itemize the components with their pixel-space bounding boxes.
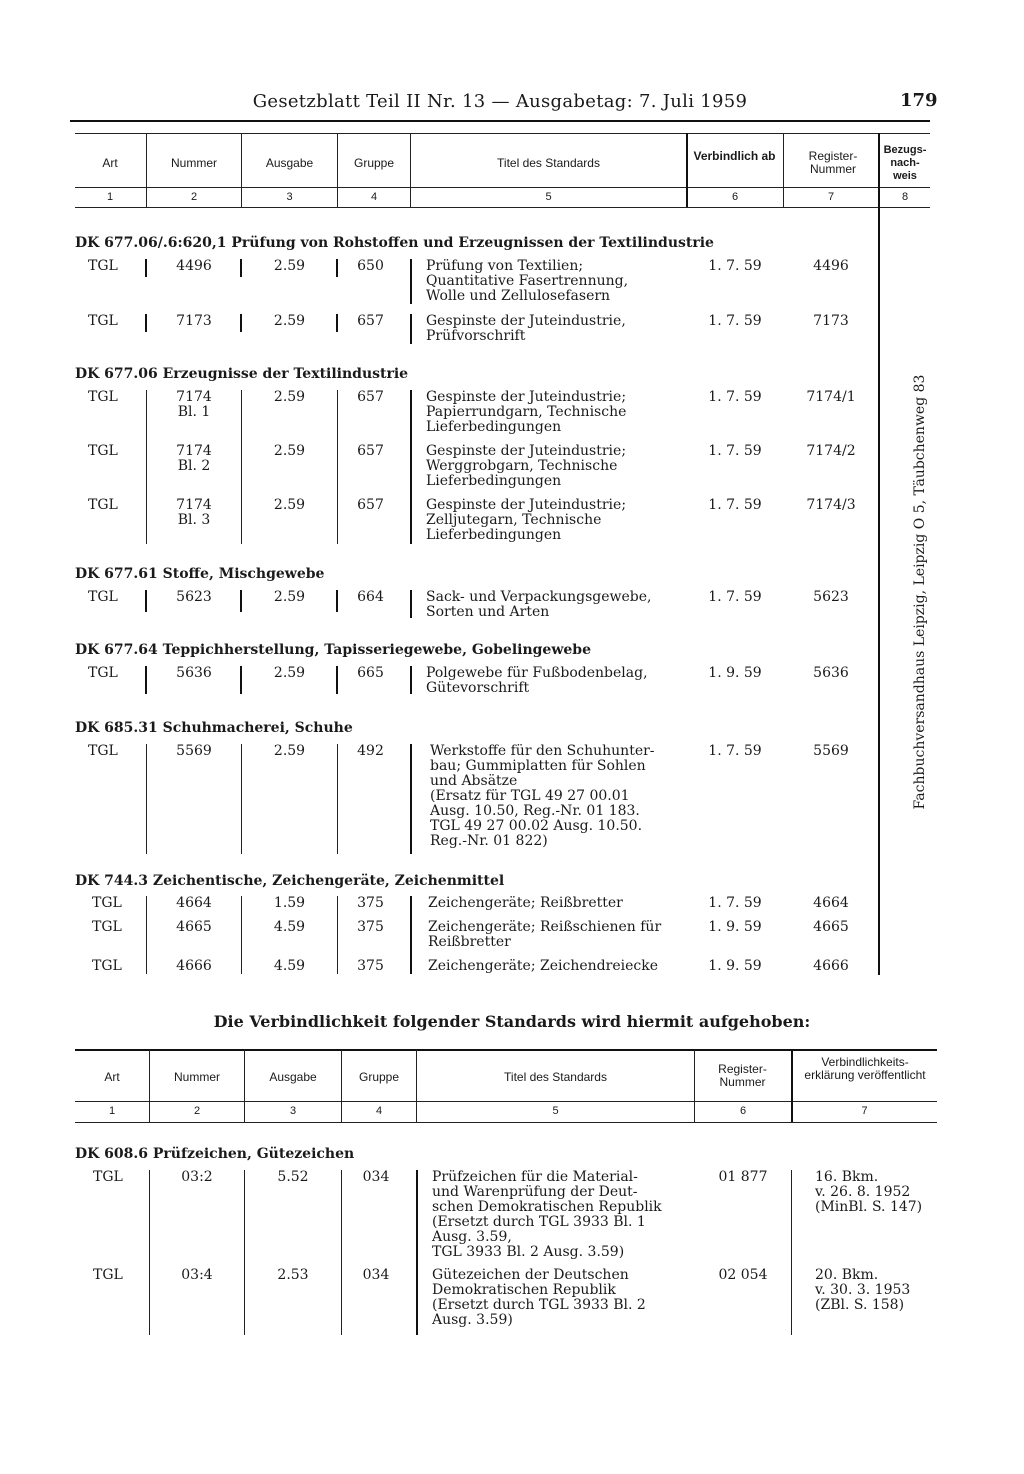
section-heading: DK 677.61 Stoffe, Mischgewebe xyxy=(75,566,325,582)
cell-ausgabe: 2.59 xyxy=(273,389,306,405)
cell-gruppe: 665 xyxy=(357,665,384,681)
section-col-line xyxy=(241,390,242,544)
cell-nummer: 7174 Bl. 2 xyxy=(176,443,212,474)
section-heading: DK 685.31 Schuhmacherei, Schuhe xyxy=(75,720,353,736)
cell-titel: Gespinste der Juteindustrie; Zelljutegarn, Technische Lieferbedingungen xyxy=(426,497,627,543)
cell-nummer: 03:2 xyxy=(181,1169,213,1185)
cell-register: 5636 xyxy=(813,665,849,681)
t1-col-art: Art xyxy=(102,156,118,170)
t2-colnum: 2 xyxy=(193,1105,201,1117)
cell-register: 4496 xyxy=(813,258,849,274)
cell-art: TGL xyxy=(88,497,118,513)
t1-col-verbindlich: Verbindlich ab xyxy=(693,149,776,163)
t1-colnum: 5 xyxy=(545,191,552,203)
cell-ausgabe: 2.59 xyxy=(273,589,306,605)
cell-verbindlich: 1. 7. 59 xyxy=(708,497,762,513)
cell-gruppe: 657 xyxy=(357,313,384,329)
cell-register: 4665 xyxy=(813,919,849,935)
t1-col-ausgabe: Ausgabe xyxy=(265,156,314,170)
t1-colnum: 1 xyxy=(106,191,114,203)
section-col-bar xyxy=(410,896,412,974)
cell-art: TGL xyxy=(92,919,122,935)
cell-art: TGL xyxy=(92,895,122,911)
t1-colnum: 6 xyxy=(731,191,739,203)
t1-colnum: 4 xyxy=(370,191,378,203)
cell-veroeffentlicht: 16. Bkm. v. 26. 8. 1952 (MinBl. S. 147) xyxy=(815,1169,923,1215)
cell-verbindlich: 1. 9. 59 xyxy=(708,665,762,681)
section-col-line xyxy=(149,1170,150,1335)
table2-top-rule xyxy=(75,1049,937,1051)
cell-art: TGL xyxy=(88,743,118,759)
cell-nummer: 03:4 xyxy=(181,1267,213,1283)
row-bar xyxy=(410,666,412,694)
cell-nummer: 5623 xyxy=(176,589,212,605)
cell-register: 7174/3 xyxy=(806,497,856,513)
cell-titel: Gespinste der Juteindustrie; Werggrobgarn, Technische Lieferbedingungen xyxy=(426,443,627,489)
cell-ausgabe: 1.59 xyxy=(273,895,306,911)
cell-ausgabe: 2.59 xyxy=(273,313,306,329)
table1-side-sep xyxy=(878,133,880,975)
page-header-title: Gesetzblatt Teil II Nr. 13 — Ausgabetag: 7. Juli 1959 xyxy=(252,91,748,112)
cell-gruppe: 650 xyxy=(357,258,384,274)
cell-art: TGL xyxy=(88,389,118,405)
cell-register: 5623 xyxy=(813,589,849,605)
cell-titel: Gespinste der Juteindustrie; Papierrundgarn, Technische Lieferbedingungen xyxy=(426,389,627,435)
side-note-publisher: Fachbuchversandhaus Leipzig, Leipzig O 5, Täubchenweg 83 xyxy=(912,374,928,810)
t2-colnum: 5 xyxy=(552,1105,559,1117)
cell-art: TGL xyxy=(93,1169,123,1185)
cell-nummer: 7173 xyxy=(176,313,212,329)
cell-titel: Prüfzeichen für die Material- und Warenprüfung der Deut- schen Demokratischen Republik (Ersetzt durch TGL 3933 Bl. 1 Ausg. 3.59, TGL 3933 Bl. 2 Ausg. 3.59) xyxy=(432,1169,662,1260)
cell-veroeffentlicht: 20. Bkm. v. 30. 3. 1953 (ZBl. S. 158) xyxy=(815,1267,911,1313)
t2-colnum: 1 xyxy=(108,1105,116,1117)
section-heading: DK 677.06/.6:620,1 Prüfung von Rohstoffen und Erzeugnissen der Textilindustrie xyxy=(75,235,714,251)
cell-titel: Zeichengeräte; Reißbretter xyxy=(428,895,623,911)
t2-col-register: Register-Nummer xyxy=(718,1062,767,1089)
table1-header-bottom-rule xyxy=(75,207,930,208)
cell-titel: Gütezeichen der Deutschen Demokratischen Republik (Ersetzt durch TGL 3933 Bl. 2 Ausg. 3.59) xyxy=(432,1267,646,1328)
section-col-line xyxy=(244,1170,245,1335)
cell-register: 4666 xyxy=(813,958,849,974)
cell-gruppe: 657 xyxy=(357,389,384,405)
cell-titel: Gespinste der Juteindustrie, Prüfvorschrift xyxy=(426,313,626,344)
cell-verbindlich: 1. 7. 59 xyxy=(708,313,762,329)
section-heading: DK 677.06 Erzeugnisse der Textilindustrie xyxy=(75,366,409,382)
cell-gruppe: 034 xyxy=(362,1169,390,1185)
cell-titel: Sack- und Verpackungsgewebe, Sorten und Arten xyxy=(426,589,652,620)
t2-col-art: Art xyxy=(104,1070,120,1084)
t1-col-titel: Titel des Standards xyxy=(497,156,600,170)
t2-colnum: 6 xyxy=(739,1105,747,1117)
table1-top-rule xyxy=(70,120,930,122)
row-bar xyxy=(410,259,412,304)
page-number: 179 xyxy=(900,90,938,111)
cell-ausgabe: 2.59 xyxy=(273,497,306,513)
cell-nummer: 4666 xyxy=(176,958,212,974)
cell-ausgabe: 4.59 xyxy=(273,919,306,935)
t2-colnum: 4 xyxy=(375,1105,383,1117)
t2-col-nummer: Nummer xyxy=(173,1070,220,1084)
table2-header-bottom-rule xyxy=(75,1122,937,1123)
section-col-bar xyxy=(410,390,412,544)
t1-col-nummer: Nummer xyxy=(170,156,217,170)
cell-register: 02 054 xyxy=(718,1267,768,1283)
section-col-line xyxy=(337,744,338,854)
cell-art: TGL xyxy=(93,1267,123,1283)
section-col-line xyxy=(146,744,147,854)
t2-col-titel: Titel des Standards xyxy=(504,1070,607,1084)
cell-art: TGL xyxy=(92,958,122,974)
cell-ausgabe: 4.59 xyxy=(273,958,306,974)
t2-col-veroeffentlicht: Verbindlichkeits-erklärung veröffentlicht xyxy=(804,1055,926,1082)
cell-titel: Prüfung von Textilien; Quantitative Fasertrennung, Wolle und Zellulosefasern xyxy=(426,258,629,304)
cell-verbindlich: 1. 9. 59 xyxy=(708,919,762,935)
table2-header-mid-rule xyxy=(75,1101,937,1102)
cell-verbindlich: 1. 7. 59 xyxy=(708,443,762,459)
cell-ausgabe: 2.59 xyxy=(273,743,306,759)
cell-verbindlich: 1. 7. 59 xyxy=(708,743,762,759)
cell-gruppe: 375 xyxy=(357,895,384,911)
section-col-line xyxy=(791,1170,792,1335)
cell-verbindlich: 1. 7. 59 xyxy=(708,589,762,605)
cell-art: TGL xyxy=(88,313,118,329)
t1-colnum: 3 xyxy=(286,191,293,203)
cell-art: TGL xyxy=(88,258,118,274)
cell-art: TGL xyxy=(88,589,118,605)
cell-nummer: 7174 Bl. 1 xyxy=(176,389,212,420)
section-heading: DK 677.64 Teppichherstellung, Tapisseriegewebe, Gobelingewebe xyxy=(75,642,591,658)
section-col-line xyxy=(341,1170,342,1335)
t2-col-gruppe: Gruppe xyxy=(358,1070,400,1084)
table1-header-top-rule xyxy=(75,133,930,134)
cell-register: 7174/2 xyxy=(806,443,856,459)
cell-titel: Werkstoffe für den Schuhunter- bau; Gummiplatten für Sohlen und Absätze (Ersatz für TGL 49 27 00.01 Ausg. 10.50, Reg.-Nr. 01 183. TGL 49 27 00.02 Ausg. 10.50. Reg.-Nr. 01 822) xyxy=(430,743,655,849)
t1-col-gruppe: Gruppe xyxy=(353,156,395,170)
t1-colnum: 2 xyxy=(190,191,198,203)
row-bar xyxy=(410,314,412,344)
cell-art: TGL xyxy=(88,443,118,459)
cell-nummer: 5569 xyxy=(176,743,212,759)
cell-nummer: 4664 xyxy=(176,895,212,911)
cell-gruppe: 375 xyxy=(357,958,384,974)
cell-register: 01 877 xyxy=(718,1169,768,1185)
cell-gruppe: 657 xyxy=(357,497,384,513)
t1-col-bezugsnachweis: Bezugs-nach-weis xyxy=(883,144,927,182)
t2-colnum: 3 xyxy=(289,1105,297,1117)
row-bar xyxy=(410,590,412,618)
cell-ausgabe: 2.59 xyxy=(273,665,306,681)
cell-verbindlich: 1. 7. 59 xyxy=(708,389,762,405)
section-col-bar xyxy=(410,744,412,854)
cell-gruppe: 034 xyxy=(362,1267,390,1283)
cell-titel: Zeichengeräte; Zeichendreiecke xyxy=(428,958,658,974)
section-heading: DK 744.3 Zeichentische, Zeichengeräte, Zeichenmittel xyxy=(75,873,505,889)
cell-gruppe: 664 xyxy=(357,589,384,605)
cell-ausgabe: 2.59 xyxy=(273,443,306,459)
t2-colnum: 7 xyxy=(861,1105,868,1117)
cell-ausgabe: 5.52 xyxy=(277,1169,309,1185)
cell-register: 7173 xyxy=(813,313,849,329)
cell-nummer: 4496 xyxy=(176,258,212,274)
section-heading: DK 608.6 Prüfzeichen, Gütezeichen xyxy=(75,1146,355,1162)
cell-gruppe: 657 xyxy=(357,443,384,459)
t1-colnum: 7 xyxy=(827,191,835,203)
cell-verbindlich: 1. 7. 59 xyxy=(708,258,762,274)
cell-gruppe: 375 xyxy=(357,919,384,935)
section-col-line xyxy=(337,390,338,544)
t1-col-register: Register-Nummer xyxy=(808,149,858,176)
cell-register: 5569 xyxy=(813,743,849,759)
section-col-line xyxy=(241,744,242,854)
cell-register: 4664 xyxy=(813,895,849,911)
cell-nummer: 7174 Bl. 3 xyxy=(176,497,212,528)
section-col-bar xyxy=(416,1170,418,1335)
cell-titel: Zeichengeräte; Reißschienen für Reißbretter xyxy=(428,919,662,950)
cell-verbindlich: 1. 9. 59 xyxy=(708,958,762,974)
t2-col-ausgabe: Ausgabe xyxy=(269,1070,317,1084)
cell-art: TGL xyxy=(88,665,118,681)
cell-nummer: 4665 xyxy=(176,919,212,935)
cell-ausgabe: 2.53 xyxy=(277,1267,309,1283)
cell-gruppe: 492 xyxy=(357,743,384,759)
cell-ausgabe: 2.59 xyxy=(273,258,306,274)
cell-register: 7174/1 xyxy=(806,389,856,405)
cell-titel: Polgewebe für Fußbodenbelag, Gütevorschrift xyxy=(426,665,648,696)
cell-nummer: 5636 xyxy=(176,665,212,681)
t1-colnum: 8 xyxy=(901,191,909,203)
revocation-title: Die Verbindlichkeit folgender Standards wird hiermit aufgehoben: xyxy=(213,1012,811,1031)
cell-verbindlich: 1. 7. 59 xyxy=(708,895,762,911)
table1-header-mid-rule xyxy=(75,187,930,188)
